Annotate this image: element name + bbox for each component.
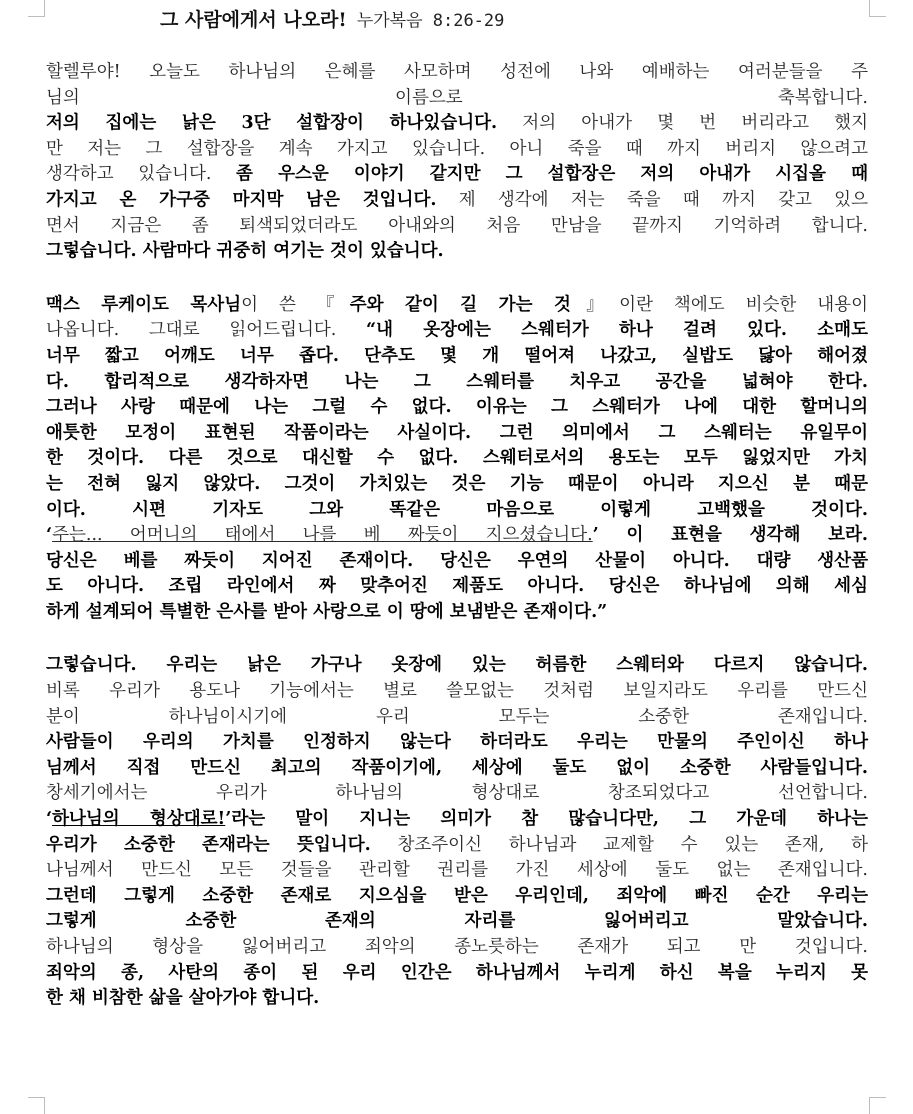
text-run: 하나님의 형상을 잃어버리고 죄악의 종노릇하는 존재가 되고 만 것입니다. (46, 937, 868, 957)
text-line (46, 446, 868, 472)
text-line (46, 370, 868, 396)
page-corner-mark-bottom-right (869, 1097, 886, 1114)
page-corner-mark-top-left (28, 0, 45, 17)
bold-text-run: 저의 집에는 낡은 3단 설합장이 하나있습니다. (46, 113, 498, 134)
text-line (46, 421, 868, 447)
scripture-reference: 누가복음 8:26-29 (356, 11, 505, 31)
bold-text-run: 애틋한 모정이 표현된 작품이라는 사실이다. 그런 의미에서 그 스웨터는 유일무이 (46, 422, 868, 443)
text-line (46, 293, 868, 319)
text-line (46, 781, 868, 807)
bold-text-run: 한 채 비참한 삶을 살아가야 합니다. (46, 988, 320, 1009)
text-run: 만 저는 그 설합장을 계속 가지고 있습니다. 아니 죽을 때 까지 버리지 않으려고 (46, 138, 868, 159)
bold-text-run: 이다. 시편 기자도 그와 똑같은 마음으로 이렇게 고백했을 것이다. (46, 499, 868, 520)
text-line (46, 395, 868, 421)
text-line (46, 986, 868, 1012)
text-run: 나님께서 만드신 모든 것들을 관리할 권리를 가진 세상에 둘도 없는 존재입니다. (46, 860, 868, 881)
paragraph (46, 60, 868, 265)
underlined-text-run: 주는... 어머니의 태에서 나를 베 짜듯이 지으셨습니다. (52, 525, 593, 546)
page-corner-mark-bottom-left (28, 1097, 45, 1114)
bold-text-run: 맥스 루케이도 목사님 (46, 294, 242, 315)
text-line (46, 730, 868, 756)
title-main: 그 사람에게서 나오라! (160, 9, 347, 31)
bold-text-run: 죄악의 종, 사탄의 종이 된 우리 인간은 하나님께서 누리게 하신 복을 누리지 못 (46, 962, 868, 983)
text-run: 제 생각에 저는 죽을 때 까지 갖고 있으 (436, 189, 868, 210)
bold-text-run: 한 것이다. 다른 것으로 대신할 수 없다. 스웨터로서의 용도는 모두 잃었지만 가치 (46, 448, 868, 469)
text-line (46, 344, 868, 370)
text-line (46, 86, 868, 112)
bold-text-run: 그렇습니다. 사람마다 귀중히 여기는 것이 있습니다. (46, 241, 444, 262)
paragraph-gap (46, 625, 868, 653)
text-line (46, 549, 868, 575)
bold-text-run: 는 전혀 잃지 않았다. 그것이 가치있는 것은 기능 때문이 아니라 지으신 분 때문 (46, 473, 868, 494)
bold-text-run: 사람들이 우리의 가치를 인정하지 않는다 하더라도 우리는 만물의 주인이신 하나 (46, 732, 868, 753)
text-line (46, 858, 868, 884)
text-run: 할렐루야! 오늘도 하나님의 은혜를 사모하며 성전에 나와 예배하는 여러분들을 주 (46, 62, 868, 82)
document-body (46, 60, 868, 1012)
text-line (46, 111, 868, 137)
text-run: 생각하고 있습니다. (46, 164, 237, 185)
paragraph (46, 293, 868, 626)
text-line (46, 705, 868, 731)
text-line (46, 935, 868, 961)
text-line (46, 60, 868, 86)
bold-text-run: ’ 이 표현을 생각해 보라. (592, 525, 868, 546)
text-run: 』이란 책에도 비슷한 내용이 (570, 294, 868, 315)
bold-text-run: 도 아니다. 조립 라인에서 짜 맞추어진 제품도 아니다. 당신은 하나님에 의해 세심 (46, 576, 868, 597)
text-line (46, 884, 868, 910)
bold-text-run: ’라는 말이 지니는 의미가 참 많습니다만, 그 가운데 하나는 (225, 809, 868, 830)
bold-text-run: 그런데 그렇게 소중한 존재로 지으심을 받은 우리인데, 죄악에 빠진 순간 우리는 (46, 885, 868, 906)
page-corner-mark-top-right (869, 0, 886, 17)
text-run: 면서 지금은 좀 퇴색되었더라도 아내와의 처음 만남을 끝까지 기억하려 합니다. (46, 215, 868, 236)
bold-text-run: 좀 우스운 이야기 같지만 그 설합장은 저의 아내가 시집올 때 (236, 164, 868, 185)
text-line (46, 188, 868, 214)
text-line (46, 239, 868, 265)
bold-text-run: 너무 짧고 어깨도 너무 좁다. 단추도 몇 개 떨어져 나갔고, 실밥도 닳아 해어졌 (46, 345, 868, 366)
text-line (46, 523, 868, 549)
bold-text-run: 그러나 사랑 때문에 나는 그럴 수 없다. 이유는 그 스웨터가 나에 대한 할머니의 (46, 397, 868, 418)
bold-text-run: 그렇습니다. 우리는 낡은 가구나 옷장에 있는 허름한 스웨터와 다르지 않습니다. (46, 655, 868, 676)
paragraph (46, 653, 868, 1011)
bold-text-run: 당신은 베를 짜듯이 지어진 존재이다. 당신은 우연의 산물이 아니다. 대량 생산품 (46, 550, 868, 571)
bold-text-run: ‘ (46, 809, 53, 830)
text-run: 창조주이신 하나님과 교제할 수 있는 존재, 하 (370, 834, 868, 855)
text-line (46, 498, 868, 524)
bold-text-run: 가지고 온 가구중 마지막 남은 것입니다. (46, 189, 437, 210)
text-line (46, 574, 868, 600)
text-line (46, 679, 868, 705)
bold-text-run: 하게 설계되어 특별한 은사를 받아 사랑으로 이 땅에 보냄받은 존재이다.” (46, 601, 608, 622)
bold-text-run: 다. 합리적으로 생각하자면 나는 그 스웨터를 치우고 공간을 넓혀야 한다. (46, 371, 868, 392)
text-line (46, 318, 868, 344)
text-line (46, 600, 868, 626)
text-line (46, 472, 868, 498)
text-line (46, 909, 868, 935)
text-line (46, 807, 868, 833)
text-run: 창세기에서는 우리가 하나님의 형상대로 창조되었다고 선언합니다. (46, 783, 868, 804)
text-line (46, 214, 868, 240)
text-run: 비록 우리가 용도나 기능에서는 별로 쓸모없는 것처럼 보일지라도 우리를 만드신 (46, 681, 868, 702)
text-run: 이 쓴 『 (241, 294, 350, 315)
bold-text-run: 님께서 직접 만드신 최고의 작품이기에, 세상에 둘도 없이 소중한 사람들입니다. (46, 757, 868, 778)
underlined-text-run: 하나님의 형상대로! (52, 809, 226, 830)
text-run: 님의 이름으로 축복합니다. (46, 87, 868, 108)
text-run: 저의 아내가 몇 번 버리라고 했지 (497, 113, 868, 134)
bold-text-run: “내 옷장에는 스웨터가 하나 걸려 있다. 소매도 (366, 320, 868, 341)
text-line (46, 137, 868, 163)
text-line (46, 961, 868, 987)
sermon-title (160, 6, 504, 34)
text-line (46, 162, 868, 188)
text-run: 분이 하나님이시기에 우리 모두는 소중한 존재입니다. (46, 706, 868, 727)
text-line (46, 756, 868, 782)
bold-text-run: ‘ (46, 525, 53, 546)
text-run: 나옵니다. 그대로 읽어드립니다. (46, 320, 367, 341)
bold-text-run: 그렇게 소중한 존재의 자리를 잃어버리고 말았습니다. (46, 911, 868, 932)
paragraph-gap (46, 265, 868, 293)
bold-text-run: 주와 같이 길 가는 것 (349, 294, 571, 315)
text-line (46, 653, 868, 679)
text-line (46, 833, 868, 859)
bold-text-run: 우리가 소중한 존재라는 뜻입니다. (46, 834, 371, 855)
